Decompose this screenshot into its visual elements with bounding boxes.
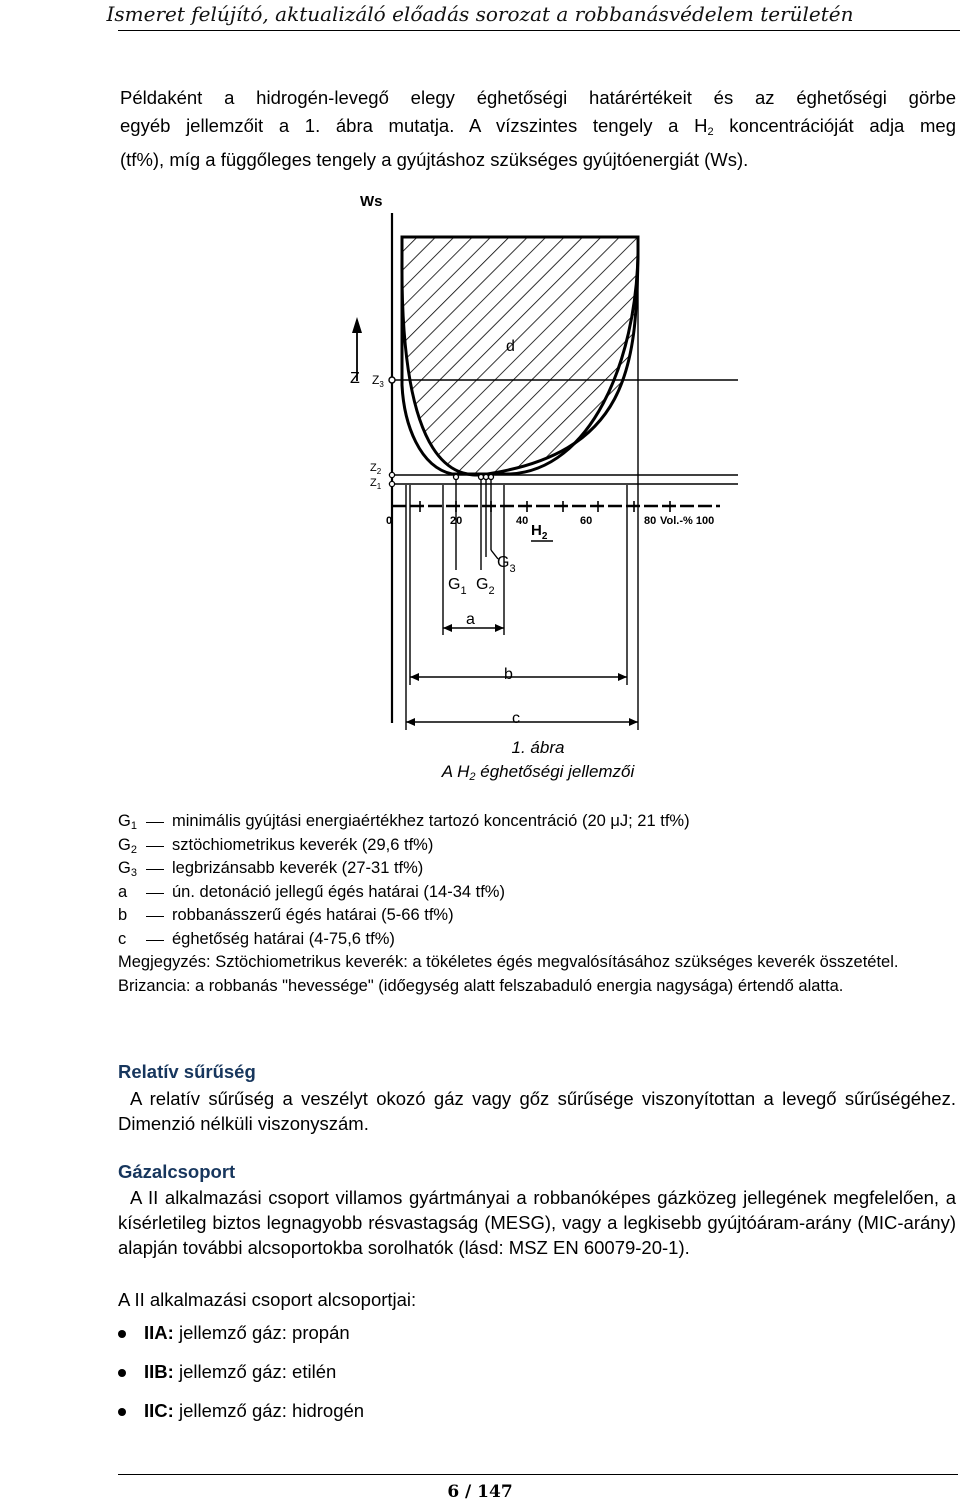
y-axis-label: Ws [360, 193, 383, 210]
figure-title-a: A H [441, 762, 470, 781]
z3-label: $Z_3$ [372, 373, 384, 389]
legend-dash [144, 810, 172, 834]
bullet-icon [118, 1330, 126, 1338]
z-label: Z [350, 370, 360, 387]
subgroups-subtitle: A II alkalmazási csoport alcsoportjai: [118, 1289, 417, 1310]
intro-line-2-a: egyéb jellemzőit a 1. ábra mutatja. A vízszintes tengely a H [120, 115, 708, 136]
legend-text: sztöchiometrikus keverék (29,6 tf%) [172, 835, 434, 854]
tick-80: 80 [644, 515, 657, 527]
dimension-c-label: c [512, 710, 520, 727]
z1-label: $Z_1$ [370, 477, 382, 491]
z2-label: $Z_2$ [370, 462, 382, 476]
tick-40: 40 [516, 515, 529, 527]
legend-item [118, 881, 958, 905]
bullet-icon [118, 1408, 126, 1416]
intro-paragraph [120, 84, 956, 174]
intro-line-1: Példaként a hidrogén-levegő elegy éghetőségi határértékeit és az éghetőségi görbe [120, 87, 956, 108]
subgroup-code: IIA: [144, 1322, 174, 1343]
heading-relative-density: Relatív sűrűség [118, 1061, 256, 1082]
legend-key: $G_1$ [118, 812, 137, 832]
subgroup-code: IIC: [144, 1400, 174, 1421]
subgroup-text: jellemző gáz: etilén [173, 1361, 337, 1382]
tick-0: 0 [386, 515, 393, 527]
legend-item [118, 928, 958, 952]
legend-item [118, 904, 958, 928]
legend-dash [144, 857, 172, 881]
legend-item [118, 810, 958, 834]
page-number: 6 / 147 [447, 1482, 513, 1502]
gas-subgroup-text: A II alkalmazási csoport villamos gyártmányai a robbanóképes gázközeg jellegének megfelelően, a kísérletileg biztos legnagyobb résvastagság (MESG), vagy a legkisebb gyújtóáram-arány (MIC-arány) alapján további alcsoportokba sorolhatók (lásd: MSZ EN 60079-20-1). [118, 1187, 956, 1258]
figure-title-subscript: 2 [469, 771, 476, 783]
legend-key: c [118, 929, 127, 948]
note-brisance: Brizancia: a robbanás "hevessége" (időegység alatt felszabaduló energia nagysága) értendő alatta. [118, 976, 844, 995]
bullet-icon [118, 1369, 126, 1377]
legend-key: $G_3$ [118, 859, 137, 879]
subgroup-code: IIB: [144, 1361, 174, 1382]
legend-text: robbanásszerű égés határai (5-66 tf%) [172, 906, 454, 924]
legend-key: $G_2$ [118, 835, 137, 856]
heading-gas-subgroup: Gázalcsoport [118, 1161, 236, 1182]
footer-rule [118, 1474, 958, 1475]
x-axis-unit: Vol.-% 100 [660, 515, 715, 527]
flammable-region [402, 237, 638, 475]
legend-text: éghetőség határai (4-75,6 tf%) [172, 929, 395, 948]
subgroup-text: jellemző gáz: propán [173, 1322, 350, 1343]
note-stoichiometric: Megjegyzés: Sztöchiometrikus keverék: a tökéletes égés megvalósításához szükséges keverék összetétel. [118, 953, 899, 971]
dimension-b-label: b [504, 666, 513, 683]
figure-title [120, 762, 956, 783]
tick-60: 60 [580, 515, 593, 527]
intro-line-2 [120, 112, 956, 146]
legend-dash [144, 881, 172, 905]
legend-key: b [118, 906, 128, 924]
g3-label: $G_3$ [497, 554, 516, 575]
subgroup-text: jellemző gáz: hidrogén [173, 1400, 365, 1421]
running-header: Ismeret felújító, aktualizáló előadás sorozat a robbanásvédelem területén [106, 2, 854, 26]
dimension-a-label: a [466, 611, 475, 628]
h2-flammability-diagram [340, 185, 740, 730]
legend-item [118, 834, 958, 858]
figure-title-b: éghetőségi jellemzői [475, 762, 635, 781]
figure-legend [118, 810, 958, 998]
header-rule [118, 30, 960, 31]
region-d-label: d [506, 338, 515, 355]
legend-key: a [118, 882, 128, 901]
legend-text: minimális gyújtási energiaértékhez tartozó koncentráció (20 μJ; 21 tf%) [172, 812, 690, 830]
figure-number: 1. ábra [511, 738, 565, 757]
legend-text: ún. detonáció jellegű égés határai (14-34 tf%) [172, 882, 505, 901]
legend-text: legbrizánsabb keverék (27-31 tf%) [172, 859, 424, 877]
intro-line-3: (tf%), míg a függőleges tengely a gyújtáshoz szükséges gyújtóenergiát (Ws). [120, 149, 749, 170]
intro-subscript: 2 [707, 126, 714, 138]
x-axis-gas: $H_2$ [531, 522, 548, 542]
tick-20: 20 [450, 515, 463, 527]
relative-density-text: A relatív sűrűség a veszélyt okozó gáz vagy gőz sűrűsége viszonyítottan a levegő sűrűségéhez. Dimenzió nélküli viszonyszám. [118, 1088, 956, 1134]
legend-dash [144, 834, 172, 858]
g2-label: $G_2$ [476, 576, 495, 597]
legend-dash [144, 928, 172, 952]
legend-dash [144, 904, 172, 928]
legend-item [118, 857, 958, 881]
g1-label: $G_1$ [448, 576, 467, 597]
intro-line-2-b: koncentrációját adja meg [713, 115, 956, 136]
